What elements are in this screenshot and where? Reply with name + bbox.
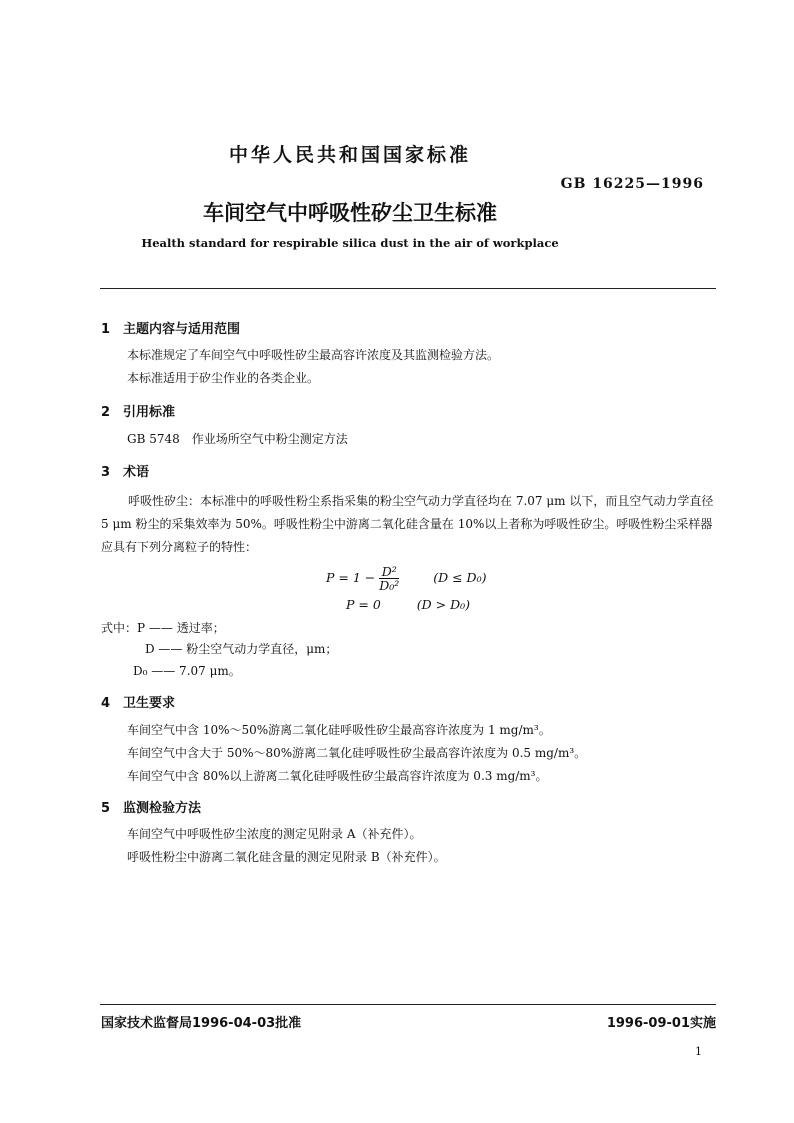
- formula-1-lhs: P = 1 −: [326, 570, 376, 585]
- section-number: 1: [101, 322, 111, 337]
- approval-date: 国家技术监督局1996-04-03批准: [101, 1016, 302, 1031]
- section-4-heading: [101, 692, 175, 711]
- section-4-requirement-3: 车间空气中含 80%以上游离二氧化硅呼吸性矽尘最高容许浓度为 0.3 mg/m³。: [127, 769, 548, 783]
- where-label-text: 式中：: [101, 621, 138, 635]
- where-p: P —— 透过率；: [137, 621, 225, 635]
- section-title: 监测检验方法: [123, 801, 202, 816]
- formula-2-lhs: P = 0: [346, 597, 381, 612]
- section-5-heading: [101, 797, 201, 816]
- section-title: 引用标准: [123, 405, 176, 420]
- section-title: 术语: [123, 465, 150, 480]
- section-title: 主题内容与适用范围: [123, 322, 241, 337]
- section-4-requirement-1: 车间空气中含 10%～50%游离二氧化硅呼吸性矽尘最高容许浓度为 1 mg/m³。: [127, 723, 551, 737]
- section-1-heading: [101, 318, 240, 337]
- section-3-definition: 呼吸性矽尘：本标准中的呼吸性粉尘系指采集的粉尘空气动力学直径均在 7.07 μm 以下，而且空气动力学直径 5 μm 粉尘的采集效率为 50%。呼吸性粉尘中游离二氧化硅含量在 10%以上者称为呼吸性矽尘。呼吸性粉尘采样器应具有下列分离粒子的特性：: [101, 494, 714, 554]
- formula-1: [326, 565, 486, 592]
- header-divider: [100, 288, 716, 289]
- footer-divider: [100, 1004, 716, 1005]
- section-title: 卫生要求: [123, 696, 176, 711]
- formula-2: [346, 597, 470, 612]
- formula-1-fraction: [379, 565, 399, 592]
- section-number: 4: [101, 696, 111, 711]
- formula-2-condition: (D > D₀): [416, 597, 470, 612]
- section-5-method-1: 车间空气中呼吸性矽尘浓度的测定见附录 A（补充件）。: [127, 827, 422, 841]
- formula-1-condition: (D ≤ D₀): [433, 570, 487, 585]
- section-1-paragraph-1: 本标准规定了车间空气中呼吸性矽尘最高容许浓度及其监测检验方法。: [127, 348, 500, 362]
- section-2-reference: GB 5748 作业场所空气中粉尘测定方法: [127, 432, 348, 446]
- section-1-paragraph-2: 本标准适用于矽尘作业的各类企业。: [127, 371, 320, 385]
- formula-1-numerator: D²: [379, 565, 399, 579]
- where-d0: D₀ —— 7.07 μm。: [133, 664, 241, 678]
- document-title-english: Health standard for respirable silica dust in the air of workplace: [141, 236, 559, 250]
- section-3-heading: [101, 461, 149, 480]
- page-number: 1: [695, 1045, 702, 1058]
- formula-1-denominator: D₀²: [379, 578, 400, 593]
- section-number: 2: [101, 405, 111, 420]
- section-4-requirement-2: 车间空气中含大于 50%～80%游离二氧化硅呼吸性矽尘最高容许浓度为 0.5 mg/m³。: [127, 746, 587, 760]
- effective-date: 1996-09-01实施: [606, 1016, 716, 1031]
- section-5-method-2: 呼吸性粉尘中游离二氧化硅含量的测定见附录 B（补充件）。: [127, 850, 446, 864]
- where-d: D —— 粉尘空气动力学直径，μm；: [145, 642, 338, 656]
- country-standard-heading: 中华人民共和国国家标准: [228, 144, 471, 166]
- section-number: 5: [101, 801, 111, 816]
- section-2-heading: [101, 401, 175, 420]
- standard-number: GB 16225—1996: [560, 176, 704, 192]
- document-title: 车间空气中呼吸性矽尘卫生标准: [203, 201, 497, 225]
- section-number: 3: [101, 465, 111, 480]
